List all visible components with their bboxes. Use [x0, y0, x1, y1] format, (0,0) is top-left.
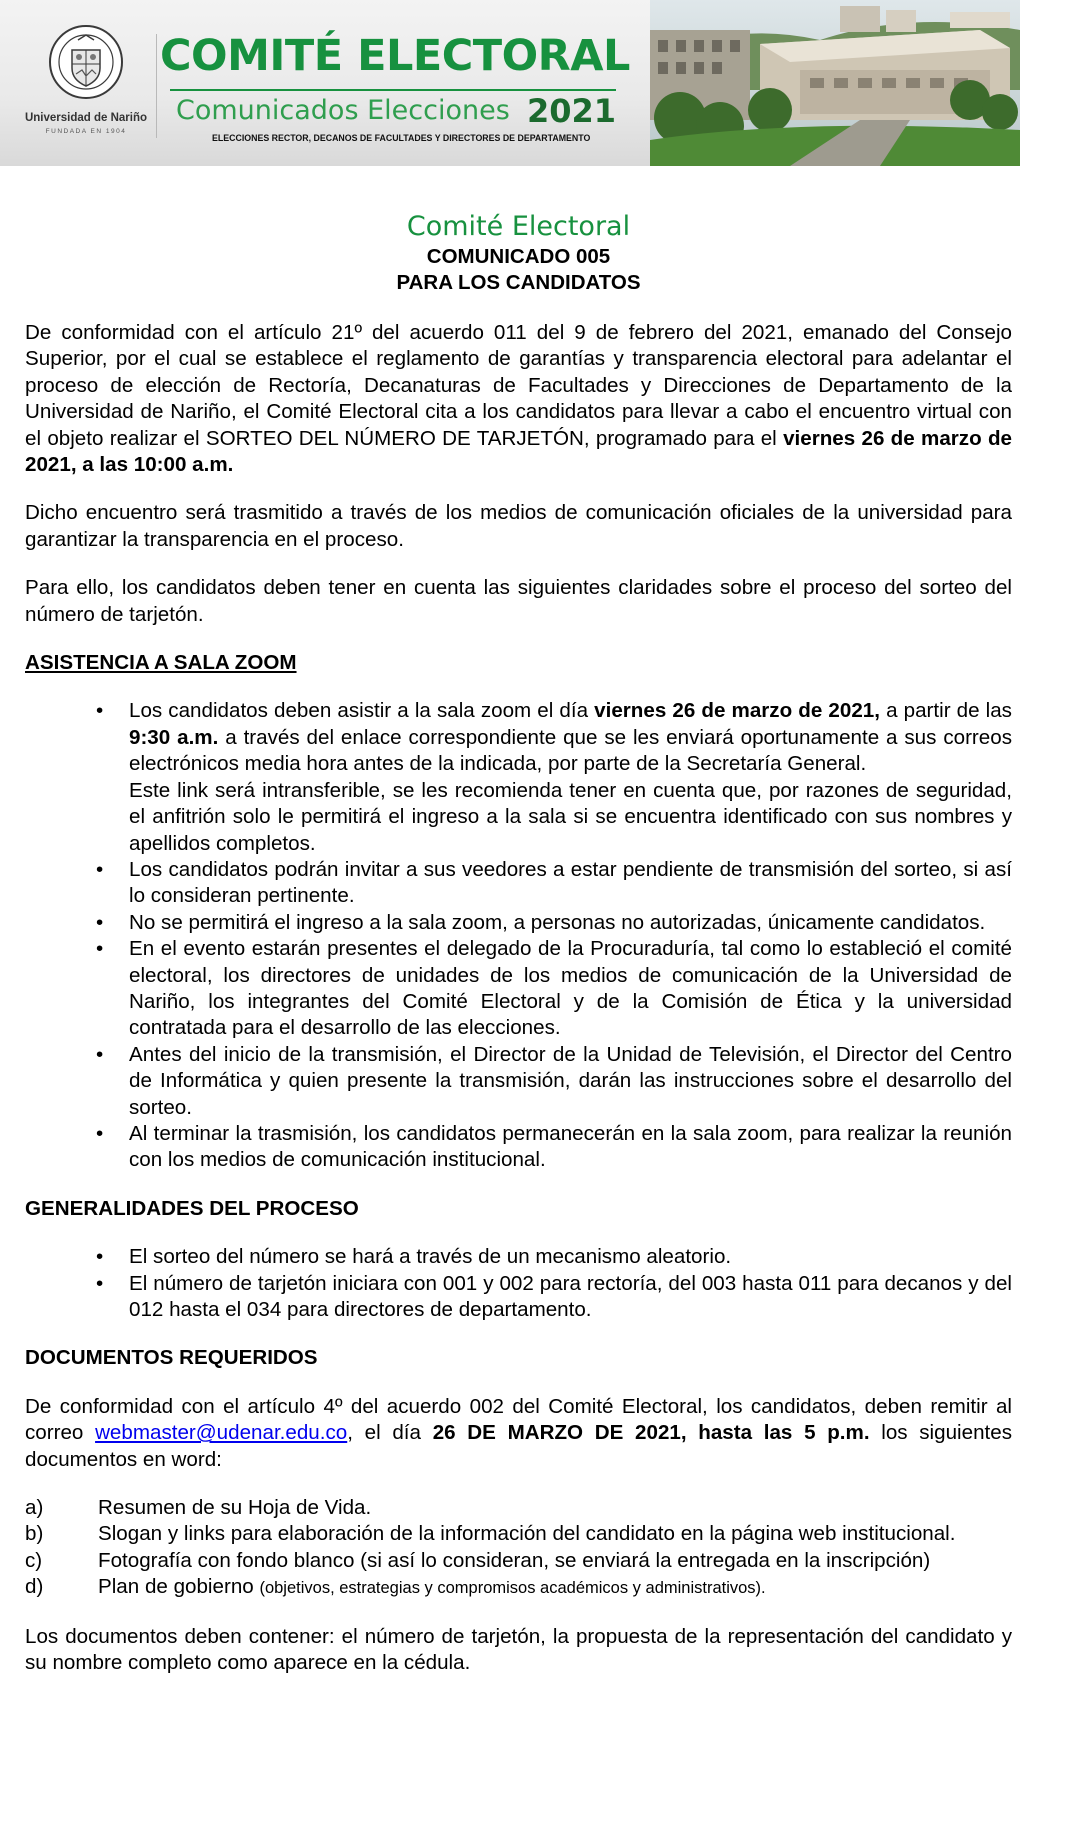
- banner-divider: [156, 34, 157, 138]
- list-item: [25, 1548, 1012, 1574]
- document-audience: PARA LOS CANDIDATOS: [396, 271, 641, 294]
- list-item-bold: 9:30 a.m.: [129, 725, 219, 749]
- banner-rule: [170, 89, 616, 91]
- documentos-deadline-bold: 26 DE MARZO DE 2021, hasta las 5 p.m.: [432, 1421, 870, 1445]
- bullet-icon: •: [96, 1121, 104, 1145]
- intro-text: De conformidad con el artículo 21º del acuerdo 011 del 9 de febrero del 2021, emanado del Consejo Superior, por el cual se establece el reglamento de garantías y transparencia electoral para adelantar el proceso de elección de Rectoría, Decanaturas de Facultades y Direcciones de Departamento de la Universidad de Nariño, el Comité Electoral cita a los candidatos para llevar a cabo el encuentro virtual con el objeto realizar el SORTEO DEL NÚMERO DE TARJETÓN, programado para el: [25, 321, 1012, 450]
- list-item: [96, 1244, 1012, 1270]
- list-item-text: El sorteo del número se hará a través de un mecanismo aleatorio.: [129, 1245, 732, 1269]
- list-item: [25, 1495, 1012, 1521]
- list-item-text: a partir de las: [879, 699, 1012, 723]
- bullet-icon: •: [96, 937, 104, 961]
- banner-subtitle: Comunicados Elecciones: [176, 95, 510, 126]
- email-link[interactable]: webmaster@udenar.edu.co: [95, 1421, 348, 1445]
- list-item: [96, 1121, 1012, 1174]
- list-item-text: Los candidatos deben asistir a la sala zoom el día: [129, 699, 595, 723]
- list-item-text: Al terminar la trasmisión, los candidatos permanecerán en la sala zoom, para realizar la reunión con los medios de comunicación institucional.: [129, 1121, 1012, 1172]
- section-heading-documentos: DOCUMENTOS REQUERIDOS: [25, 1346, 318, 1370]
- generalidades-list: [25, 1244, 1012, 1323]
- list-item-text: No se permitirá el ingreso a la sala zoom, a personas no autorizadas, únicamente candidatos.: [129, 910, 986, 934]
- section-heading-asistencia: ASISTENCIA A SALA ZOOM: [25, 651, 297, 675]
- university-logo: [22, 24, 150, 144]
- documentos-text: De conformidad con el artículo 4º del acuerdo 002 del Comité Electoral, los candidatos, deben remitir al correo: [25, 1394, 1012, 1445]
- asistencia-list: [25, 698, 1012, 1173]
- document-title: Comité Electoral: [406, 211, 631, 242]
- intro-date-bold: viernes 26 de marzo de 2021, a las 10:00 a.m.: [25, 426, 1012, 477]
- list-item: [96, 698, 1012, 856]
- bullet-icon: •: [96, 910, 104, 934]
- list-item: [96, 857, 1012, 910]
- document-header: [25, 210, 1012, 296]
- list-item-text: Este link será intransferible, se les recomienda tener en cuenta que, por razones de seguridad, el anfitrión solo le permitirá el ingreso a la sala si se encuentra identificado con sus nombres y apellidos completos.: [129, 778, 1012, 855]
- university-founded: FUNDADA EN 1904: [45, 128, 127, 135]
- banner-title: COMITÉ ELECTORAL: [160, 31, 630, 81]
- bullet-icon: •: [96, 1245, 104, 1269]
- university-crest-icon: [48, 24, 124, 108]
- transmission-paragraph: Dicho encuentro será trasmitido a través de los medios de comunicación oficiales de la universidad para garantizar la transparencia en el proceso.: [25, 501, 1012, 551]
- list-item: [96, 1042, 1012, 1121]
- section-heading-generalidades: GENERALIDADES DEL PROCESO: [25, 1196, 359, 1220]
- bullet-icon: •: [96, 1042, 104, 1066]
- list-item-text: El número de tarjetón iniciara con 001 y 002 para rectoría, del 003 hasta 011 para decanos y del 012 hasta el 034 para directores de departamento.: [129, 1271, 1012, 1321]
- university-name: Universidad de Nariño: [24, 112, 148, 124]
- closing-paragraph: Los documentos deben contener: el número de tarjetón, la propuesta de la representación del candidato y su nombre completo como aparece en la cédula.: [25, 1624, 1012, 1675]
- list-letter: c): [25, 1548, 43, 1572]
- list-letter: d): [25, 1575, 44, 1599]
- documentos-text: los siguientes documentos en word:: [25, 1421, 1012, 1471]
- clarifications-paragraph: Para ello, los candidatos deben tener en cuenta las siguientes claridades sobre el proceso del sorteo del número de tarjetón.: [25, 576, 1012, 626]
- required-documents-list: [25, 1495, 1012, 1602]
- list-item-text: En el evento estarán presentes el delegado de la Procuraduría, tal como lo estableció el comité electoral, los directores de unidades de los medios de comunicación de la Universidad de Nariño, los integrantes del Comité Electoral y de la Comisión de Ética y la universidad contratada para el desarrollo de las elecciones.: [129, 937, 1012, 1040]
- list-item-text: a través del enlace correspondiente que se les enviará oportunamente a sus correos electrónicos media hora antes de la indicada, por parte de la Secretaría General.: [129, 725, 1012, 776]
- list-item-note: (objetivos, estrategias y compromisos académicos y administrativos).: [259, 1579, 766, 1598]
- list-item: [96, 910, 1012, 936]
- list-item: [25, 1521, 1012, 1547]
- documentos-paragraph: [25, 1394, 1012, 1473]
- list-item-text: Los candidatos podrán invitar a sus veedores a estar pendiente de transmisión del sorteo, si así lo consideran pertinente.: [129, 857, 1012, 908]
- list-item-text: Antes del inicio de la transmisión, el Director de la Unidad de Televisión, el Director del Centro de Informática y quien presente la transmisión, darán las instrucciones sobre el desarrollo del sorteo.: [129, 1042, 1012, 1119]
- list-item-text: Plan de gobierno: [98, 1575, 260, 1599]
- bullet-icon: •: [96, 1271, 104, 1295]
- document-number: COMUNICADO 005: [426, 245, 611, 268]
- list-letter: a): [25, 1496, 44, 1520]
- communique: [25, 210, 1012, 1676]
- list-item-text: Slogan y links para elaboración de la información del candidato en la página web institucional.: [98, 1522, 956, 1546]
- documentos-text: , el día: [347, 1421, 433, 1445]
- intro-paragraph: [25, 320, 1012, 478]
- list-item: [96, 1271, 1012, 1324]
- list-item: [25, 1574, 1012, 1601]
- list-letter: b): [25, 1522, 44, 1546]
- banner-year: 2021: [527, 92, 617, 130]
- bullet-icon: •: [96, 699, 104, 723]
- list-item-text: Resumen de su Hoja de Vida.: [98, 1496, 372, 1520]
- campus-photo: [650, 0, 1020, 166]
- bullet-icon: •: [96, 857, 104, 881]
- banner-tagline: ELECCIONES RECTOR, DECANOS DE FACULTADES Y DIRECTORES DE DEPARTAMENTO: [212, 133, 591, 143]
- list-item-text: Fotografía con fondo blanco (si así lo consideran, se enviará la entregada en la inscripción): [98, 1548, 931, 1572]
- header-banner: [0, 0, 1020, 166]
- list-item-bold: viernes 26 de marzo de 2021,: [594, 699, 880, 723]
- list-item: [96, 936, 1012, 1042]
